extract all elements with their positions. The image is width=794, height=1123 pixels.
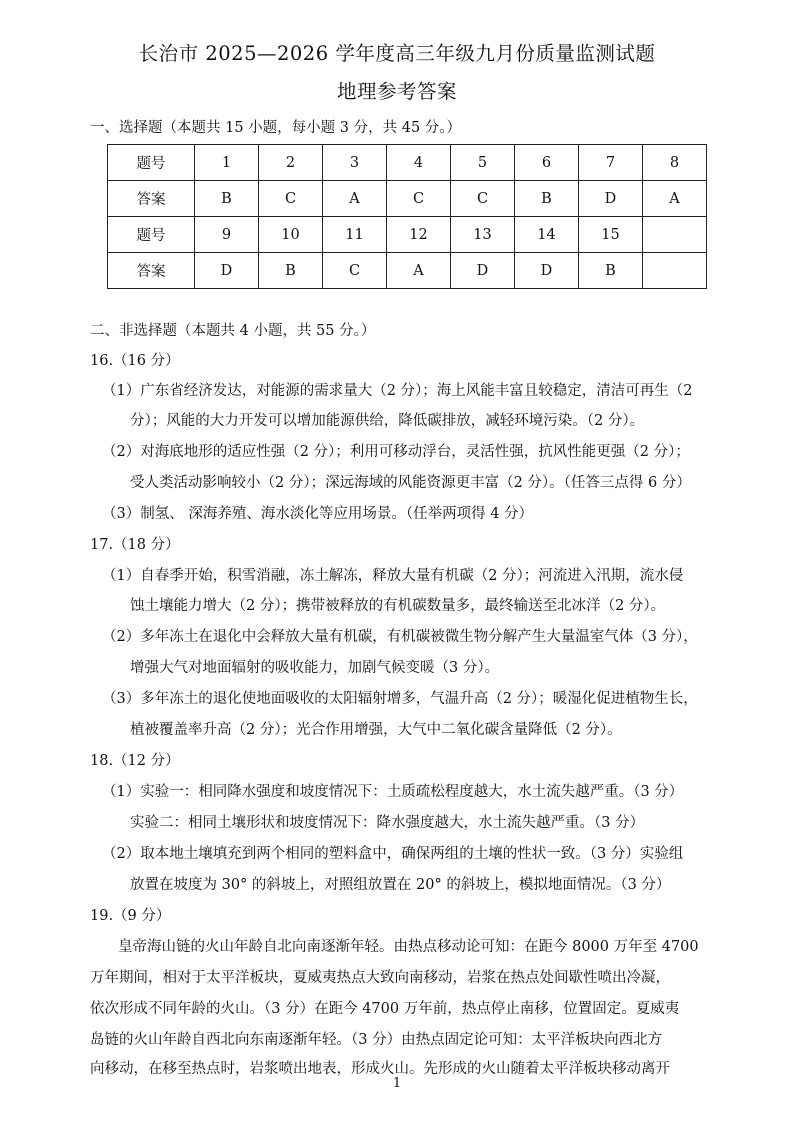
table-cell: D [579, 181, 643, 217]
q17-line-5: （3）多年冻土的退化使地面吸收的太阳辐射增多，气温升高（2 分）；暖湿化促进植物生长， [102, 691, 698, 707]
table-cell: 12 [387, 217, 451, 253]
table-cell: C [451, 181, 515, 217]
table-cell: D [195, 253, 259, 289]
q16-line-5: （3）制氢、 深海养殖、海水淡化等应用场景。（任举两项得 4 分） [102, 506, 534, 522]
table-row [108, 217, 707, 253]
q19-label: 19.（9 分） [90, 908, 171, 924]
table-cell: 10 [259, 217, 323, 253]
table-cell: 8 [643, 145, 707, 181]
q19-line-4: 岛链的火山年龄自西北向东南逐渐年轻。（3 分）由热点固定论可知：太平洋板块向西北方 [90, 1032, 663, 1048]
table-cell: 6 [515, 145, 579, 181]
table-cell: A [323, 181, 387, 217]
section1-heading: 一、选择题（本题共 15 小题，每小题 3 分，共 45 分。） [90, 120, 462, 136]
q16-line-4: 受人类活动影响较小（2 分）；深远海域的风能资源更丰富（2 分）。（任答三点得 6 分） [130, 475, 691, 491]
page-subtitle: 地理参考答案 [336, 80, 457, 103]
q17-line-6: 植被覆盖率升高（2 分）；光合作用增强，大气中二氧化碳含量降低（2 分）。 [130, 722, 622, 738]
q17-line-2: 蚀土壤能力增大（2 分）；携带被释放的有机碳数量多，最终输送至北冰洋（2 分）。 [130, 598, 666, 614]
q18-line-3: （2）取本地土壤填充到两个相同的塑料盒中，确保两组的土壤的性状一致。（3 分）实验组 [102, 846, 684, 862]
table-cell: 7 [579, 145, 643, 181]
q18-line-1: （1）实验一：相同降水强度和坡度情况下：土质疏松程度越大，水土流失越严重。（3 分） [102, 784, 684, 800]
q19-line-2: 万年期间，相对于太平洋板块，夏威夷热点大致向南移动，岩浆在热点处间歇性喷出冷凝， [90, 970, 670, 986]
q18-line-2: 实验二：相同土壤形状和坡度情况下：降水强度越大，水土流失越严重。（3 分） [130, 815, 645, 831]
table-cell: C [259, 181, 323, 217]
table-cell: C [387, 181, 451, 217]
table-cell: B [579, 253, 643, 289]
table-cell: D [451, 253, 515, 289]
q19-line-5: 向移动，在移至热点时，岩浆喷出地表，形成火山。先形成的火山随着太平洋板块移动离开 [90, 1061, 670, 1077]
table-cell: C [323, 253, 387, 289]
q17-line-4: 增强大气对地面辐射的吸收能力，加剧气候变暖（3 分）。 [130, 660, 500, 676]
table-cell [643, 217, 707, 253]
table-cell: 3 [323, 145, 387, 181]
table-cell: 答案 [108, 253, 195, 289]
q16-line-2: 分）；风能的大力开发可以增加能源供给，降低碳排放，减轻环境污染。（2 分）。 [130, 413, 645, 429]
table-cell: 5 [451, 145, 515, 181]
table-cell: 11 [323, 217, 387, 253]
q16-line-3: （2）对海底地形的适应性强（2 分）；利用可移动浮台，灵活性强，抗风性能更强（2 分）； [102, 444, 690, 460]
table-cell: D [515, 253, 579, 289]
table-cell: 题号 [108, 217, 195, 253]
page-number: 1 [392, 1076, 402, 1091]
table-row [108, 145, 707, 181]
table-row [108, 181, 707, 217]
page-title: 长治市 2025—2026 学年度高三年级九月份质量监测试题 [138, 42, 656, 65]
table-cell: 4 [387, 145, 451, 181]
q16-line-1: （1）广东省经济发达，对能源的需求量大（2 分）；海上风能丰富且较稳定，清洁可再生（2 [102, 383, 693, 399]
answer-table [107, 144, 707, 289]
q18-line-4: 放置在坡度为 30° 的斜坡上，对照组放置在 20° 的斜坡上，模拟地面情况。（3 分） [130, 877, 671, 893]
q19-line-3: 依次形成不同年龄的火山。（3 分）在距今 4700 万年前，热点停止南移，位置固定。夏威夷 [90, 1001, 680, 1017]
table-row [108, 253, 707, 289]
table-cell [643, 253, 707, 289]
section2-heading: 二、非选择题（本题共 4 小题，共 55 分。） [90, 323, 376, 339]
table-cell: 13 [451, 217, 515, 253]
table-cell: 2 [259, 145, 323, 181]
table-cell: B [195, 181, 259, 217]
q19-line-1: 皇帝海山链的火山年龄自北向南逐渐年轻。由热点移动论可知：在距今 8000 万年至 4700 [118, 939, 699, 955]
q17-line-1: （1）自春季开始，积雪消融，冻土解冻，释放大量有机碳（2 分）；河流进入汛期，流水侵 [102, 568, 684, 584]
table-cell: 15 [579, 217, 643, 253]
table-cell: B [515, 181, 579, 217]
table-cell: 答案 [108, 181, 195, 217]
table-cell: 1 [195, 145, 259, 181]
table-cell: B [259, 253, 323, 289]
table-cell: 14 [515, 217, 579, 253]
q16-label: 16.（16 分） [90, 353, 180, 369]
table-cell: A [643, 181, 707, 217]
table-cell: 题号 [108, 145, 195, 181]
q17-label: 17.（18 分） [90, 537, 180, 553]
q18-label: 18.（12 分） [90, 753, 180, 769]
table-cell: A [387, 253, 451, 289]
q17-line-3: （2）多年冻土在退化中会释放大量有机碳，有机碳被微生物分解产生大量温室气体（3 分）， [102, 629, 698, 645]
table-cell: 9 [195, 217, 259, 253]
